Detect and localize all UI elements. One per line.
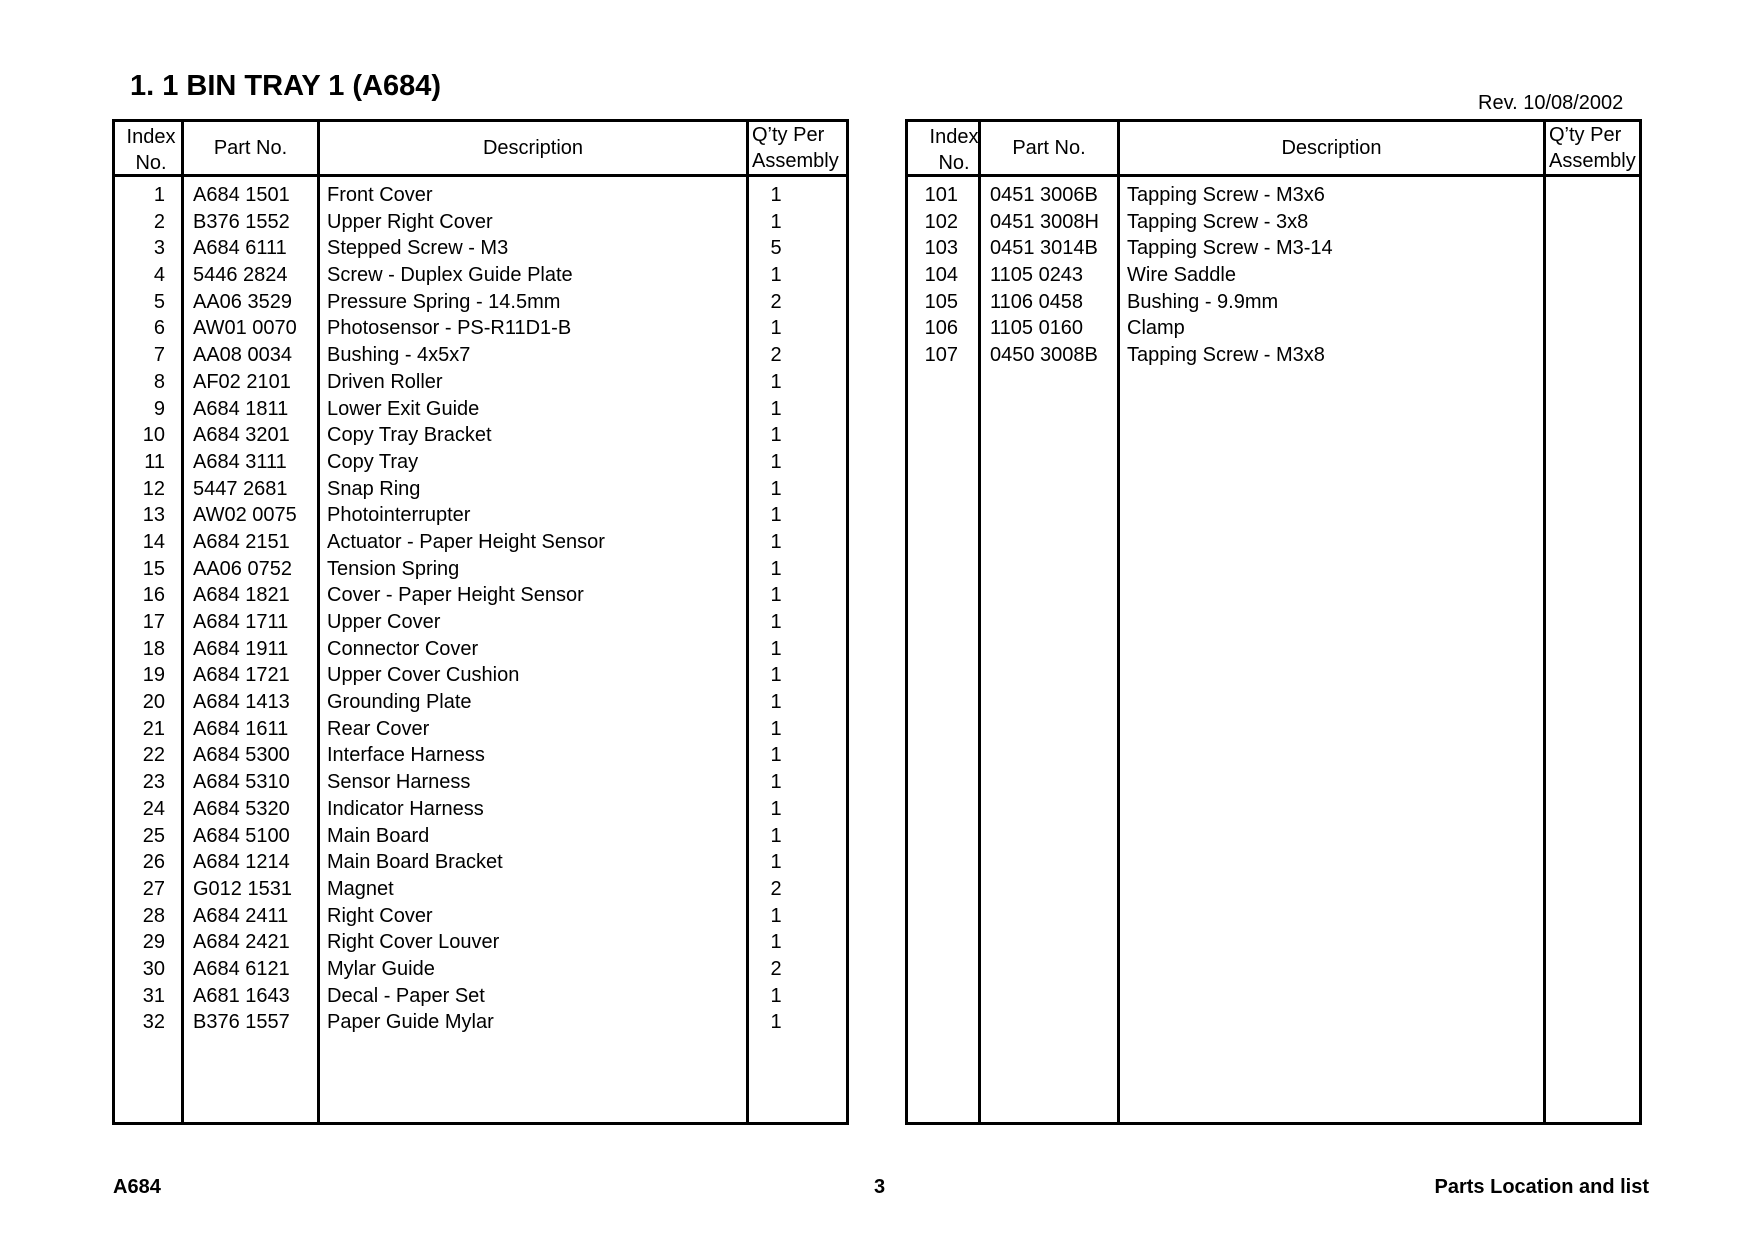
- cell-part-no: 0451 3006B: [990, 184, 1098, 206]
- cell-part-no: 1106 0458: [990, 290, 1084, 313]
- cell-qty: 2: [770, 290, 782, 313]
- cell-index: 16: [142, 584, 165, 607]
- footer-model: A684: [113, 1176, 161, 1198]
- cell-qty: 1: [770, 851, 782, 874]
- cell-index: 20: [142, 691, 165, 714]
- cell-qty: 1: [770, 931, 782, 954]
- cell-part-no: AA06 0752: [193, 557, 292, 580]
- cell-description: Rear Cover: [327, 717, 430, 740]
- cell-qty: 1: [770, 504, 782, 527]
- table-row: [115, 929, 846, 956]
- cell-part-no: A684 1821: [193, 584, 290, 607]
- table-row: [115, 1009, 846, 1036]
- cell-index: 4: [153, 264, 165, 287]
- header-qty-line2: Assembly: [1549, 150, 1636, 172]
- cell-index: 30: [142, 957, 165, 980]
- cell-part-no: 0451 3008H: [990, 210, 1099, 233]
- table-row: [115, 716, 846, 743]
- cell-part-no: A684 1214: [193, 851, 290, 874]
- table-row: [115, 689, 846, 716]
- cell-part-no: A684 1501: [193, 184, 290, 206]
- cell-description: Upper Right Cover: [327, 210, 493, 233]
- cell-description: Pressure Spring - 14.5mm: [327, 290, 561, 313]
- table-row: [115, 262, 846, 289]
- cell-qty: 1: [770, 424, 782, 447]
- cell-description: Interface Harness: [327, 744, 485, 767]
- table-row: [115, 449, 846, 476]
- cell-description: Magnet: [327, 877, 394, 900]
- cell-qty: 1: [770, 370, 782, 393]
- cell-qty: 1: [770, 264, 782, 287]
- cell-description: Tapping Screw - M3x6: [1127, 184, 1325, 206]
- cell-index: 7: [153, 344, 165, 367]
- cell-qty: 2: [770, 344, 782, 367]
- header-index-line2: No.: [135, 152, 167, 174]
- table-rows-left: [115, 182, 846, 1036]
- header-index: [119, 124, 183, 176]
- cell-part-no: 1105 0243: [990, 264, 1084, 287]
- cell-description: Bushing - 9.9mm: [1127, 290, 1279, 313]
- cell-index: 25: [142, 824, 165, 847]
- table-row: [115, 422, 846, 449]
- cell-qty: 1: [770, 210, 782, 233]
- cell-index: 22: [142, 744, 165, 767]
- cell-part-no: A681 1643: [193, 984, 290, 1007]
- table-row: [115, 582, 846, 609]
- table-row: [908, 315, 1639, 342]
- cell-description: Snap Ring: [327, 477, 421, 500]
- cell-index: 106: [924, 317, 958, 340]
- cell-part-no: 0451 3014B: [990, 237, 1098, 260]
- table-row: [908, 182, 1639, 209]
- table-row: [115, 956, 846, 983]
- table-row: [115, 849, 846, 876]
- cell-qty: 1: [770, 771, 782, 794]
- cell-description: Main Board Bracket: [327, 851, 503, 874]
- cell-part-no: A684 6111: [193, 237, 287, 260]
- table-row: [115, 182, 846, 209]
- cell-part-no: A684 5310: [193, 771, 290, 794]
- table-row: [115, 209, 846, 236]
- cell-index: 32: [142, 1011, 165, 1034]
- cell-part-no: G012 1531: [193, 877, 292, 900]
- cell-description: Copy Tray: [327, 450, 419, 473]
- cell-description: Grounding Plate: [327, 691, 472, 714]
- cell-index: 1: [153, 184, 165, 206]
- cell-part-no: A684 5300: [193, 744, 290, 767]
- cell-description: Right Cover: [327, 904, 433, 927]
- cell-index: 102: [924, 210, 958, 233]
- cell-description: Front Cover: [327, 184, 433, 206]
- cell-description: Upper Cover: [327, 611, 441, 633]
- cell-part-no: A684 1811: [193, 397, 289, 420]
- table-row: [908, 209, 1639, 236]
- header-index-line2: No.: [938, 152, 970, 174]
- header-qty-line1: Q’ty Per: [1549, 124, 1622, 146]
- cell-index: 14: [142, 530, 165, 553]
- cell-description: Main Board: [327, 824, 430, 847]
- cell-qty: 1: [770, 184, 782, 206]
- cell-part-no: A684 5100: [193, 824, 290, 847]
- cell-description: Right Cover Louver: [327, 931, 500, 954]
- cell-qty: 1: [770, 717, 782, 740]
- cell-part-no: AA08 0034: [193, 344, 292, 367]
- cell-qty: 1: [770, 611, 782, 633]
- cell-qty: 1: [770, 477, 782, 500]
- cell-description: Sensor Harness: [327, 771, 471, 794]
- cell-qty: 1: [770, 797, 782, 820]
- table-row: [115, 476, 846, 503]
- cell-qty: 1: [770, 824, 782, 847]
- cell-part-no: A684 1911: [193, 637, 289, 660]
- cell-part-no: 1105 0160: [990, 317, 1084, 340]
- header-qty: [1549, 122, 1636, 174]
- table-row: [115, 315, 846, 342]
- cell-index: 23: [142, 771, 165, 794]
- table-row: [908, 342, 1639, 369]
- cell-part-no: A684 3111: [193, 450, 287, 473]
- parts-table-right: [905, 119, 1642, 1125]
- cell-part-no: A684 1413: [193, 691, 290, 714]
- cell-qty: 5: [770, 237, 782, 260]
- table-row: [908, 289, 1639, 316]
- cell-index: 27: [142, 877, 165, 900]
- cell-index: 21: [142, 717, 165, 740]
- header-index-line1: Index: [929, 126, 979, 148]
- cell-qty: 2: [770, 957, 782, 980]
- header-description: Description: [1281, 137, 1382, 159]
- cell-qty: 1: [770, 904, 782, 927]
- cell-index: 24: [142, 797, 165, 820]
- cell-description: Decal - Paper Set: [327, 984, 485, 1007]
- cell-index: 6: [153, 317, 165, 340]
- parts-table-left: [112, 119, 849, 1125]
- cell-description: Upper Cover Cushion: [327, 664, 520, 687]
- cell-description: Tapping Screw - M3-14: [1127, 237, 1333, 260]
- cell-part-no: A684 2421: [193, 931, 290, 954]
- cell-qty: 1: [770, 450, 782, 473]
- table-row: [115, 742, 846, 769]
- cell-index: 18: [142, 637, 165, 660]
- cell-index: 31: [142, 984, 165, 1007]
- cell-qty: 1: [770, 1011, 782, 1034]
- cell-part-no: 5447 2681: [193, 477, 288, 500]
- table-row: [115, 876, 846, 903]
- table-row: [115, 235, 846, 262]
- cell-qty: 1: [770, 984, 782, 1007]
- cell-index: 12: [142, 477, 165, 500]
- cell-qty: 1: [770, 397, 782, 420]
- cell-part-no: AA06 3529: [193, 290, 292, 313]
- cell-index: 10: [142, 424, 165, 447]
- header-divider: [908, 174, 1639, 177]
- cell-part-no: A684 1611: [193, 717, 289, 740]
- table-row: [115, 369, 846, 396]
- cell-description: Tapping Screw - M3x8: [1127, 344, 1325, 367]
- cell-description: Clamp: [1127, 317, 1185, 340]
- cell-index: 5: [153, 290, 165, 313]
- cell-description: Stepped Screw - M3: [327, 237, 509, 260]
- cell-qty: 1: [770, 557, 782, 580]
- cell-description: Tension Spring: [327, 557, 460, 580]
- cell-description: Lower Exit Guide: [327, 397, 480, 420]
- header-divider: [115, 174, 846, 177]
- cell-part-no: 0450 3008B: [990, 344, 1098, 367]
- table-row: [115, 396, 846, 423]
- cell-index: 105: [924, 290, 958, 313]
- cell-description: Actuator - Paper Height Sensor: [327, 530, 605, 553]
- cell-description: Photointerrupter: [327, 504, 471, 527]
- cell-part-no: AF02 2101: [193, 370, 291, 393]
- cell-qty: 2: [770, 877, 782, 900]
- table-row: [115, 662, 846, 689]
- cell-part-no: AW01 0070: [193, 317, 297, 340]
- table-row: [908, 262, 1639, 289]
- cell-part-no: A684 1711: [193, 611, 289, 633]
- table-row: [115, 289, 846, 316]
- cell-index: 3: [153, 237, 165, 260]
- header-qty-line2: Assembly: [752, 150, 839, 172]
- table-rows-right: [908, 182, 1639, 369]
- table-row: [115, 796, 846, 823]
- cell-description: Bushing - 4x5x7: [327, 344, 471, 367]
- cell-index: 19: [142, 664, 165, 687]
- header-part-no: Part No.: [213, 137, 288, 159]
- table-row: [115, 823, 846, 850]
- cell-part-no: A684 3201: [193, 424, 290, 447]
- cell-index: 29: [142, 931, 165, 954]
- cell-index: 101: [924, 184, 958, 206]
- cell-index: 17: [142, 611, 165, 633]
- table-row: [115, 636, 846, 663]
- cell-index: 104: [924, 264, 958, 287]
- cell-index: 107: [924, 344, 958, 367]
- table-row: [115, 502, 846, 529]
- cell-part-no: 5446 2824: [193, 264, 288, 287]
- table-row: [115, 529, 846, 556]
- header-qty-line1: Q’ty Per: [752, 124, 825, 146]
- cell-part-no: A684 6121: [193, 957, 290, 980]
- cell-description: Wire Saddle: [1127, 264, 1236, 287]
- page-title: 1. 1 BIN TRAY 1 (A684): [130, 70, 442, 102]
- header-part-no: Part No.: [1012, 137, 1086, 159]
- cell-part-no: A684 5320: [193, 797, 290, 820]
- table-row: [908, 235, 1639, 262]
- cell-qty: 1: [770, 637, 782, 660]
- cell-index: 103: [924, 237, 958, 260]
- cell-description: Tapping Screw - 3x8: [1127, 210, 1309, 233]
- cell-qty: 1: [770, 691, 782, 714]
- table-row: [115, 609, 846, 636]
- header-index-line1: Index: [126, 126, 176, 148]
- cell-part-no: AW02 0075: [193, 504, 297, 527]
- table-row: [115, 342, 846, 369]
- cell-index: 9: [153, 397, 165, 420]
- cell-part-no: A684 2411: [193, 904, 289, 927]
- header-qty: [752, 122, 839, 174]
- cell-qty: 1: [770, 744, 782, 767]
- cell-index: 28: [142, 904, 165, 927]
- revision-date: Rev. 10/08/2002: [1478, 92, 1624, 114]
- cell-index: 13: [142, 504, 165, 527]
- cell-index: 2: [153, 210, 165, 233]
- cell-index: 15: [142, 557, 165, 580]
- cell-qty: 1: [770, 584, 782, 607]
- cell-part-no: B376 1552: [193, 210, 290, 233]
- cell-part-no: A684 1721: [193, 664, 290, 687]
- header-description: Description: [482, 137, 584, 159]
- cell-part-no: A684 2151: [193, 530, 290, 553]
- footer-section-title: Parts Location and list: [1434, 1176, 1649, 1198]
- cell-description: Mylar Guide: [327, 957, 435, 980]
- table-row: [115, 903, 846, 930]
- cell-part-no: B376 1557: [193, 1011, 290, 1034]
- cell-description: Copy Tray Bracket: [327, 424, 492, 447]
- cell-qty: 1: [770, 317, 782, 340]
- cell-description: Paper Guide Mylar: [327, 1011, 494, 1034]
- table-row: [115, 983, 846, 1010]
- cell-description: Driven Roller: [327, 370, 443, 393]
- cell-description: Connector Cover: [327, 637, 479, 660]
- cell-qty: 1: [770, 530, 782, 553]
- footer-page-number: 3: [874, 1176, 886, 1198]
- cell-description: Indicator Harness: [327, 797, 484, 820]
- cell-index: 8: [153, 370, 165, 393]
- cell-description: Cover - Paper Height Sensor: [327, 584, 584, 607]
- cell-qty: 1: [770, 664, 782, 687]
- table-row: [115, 556, 846, 583]
- cell-index: 11: [144, 450, 165, 473]
- cell-description: Screw - Duplex Guide Plate: [327, 264, 573, 287]
- cell-index: 26: [142, 851, 165, 874]
- header-index: [922, 124, 986, 176]
- table-row: [115, 769, 846, 796]
- cell-description: Photosensor - PS-R11D1-B: [327, 317, 572, 340]
